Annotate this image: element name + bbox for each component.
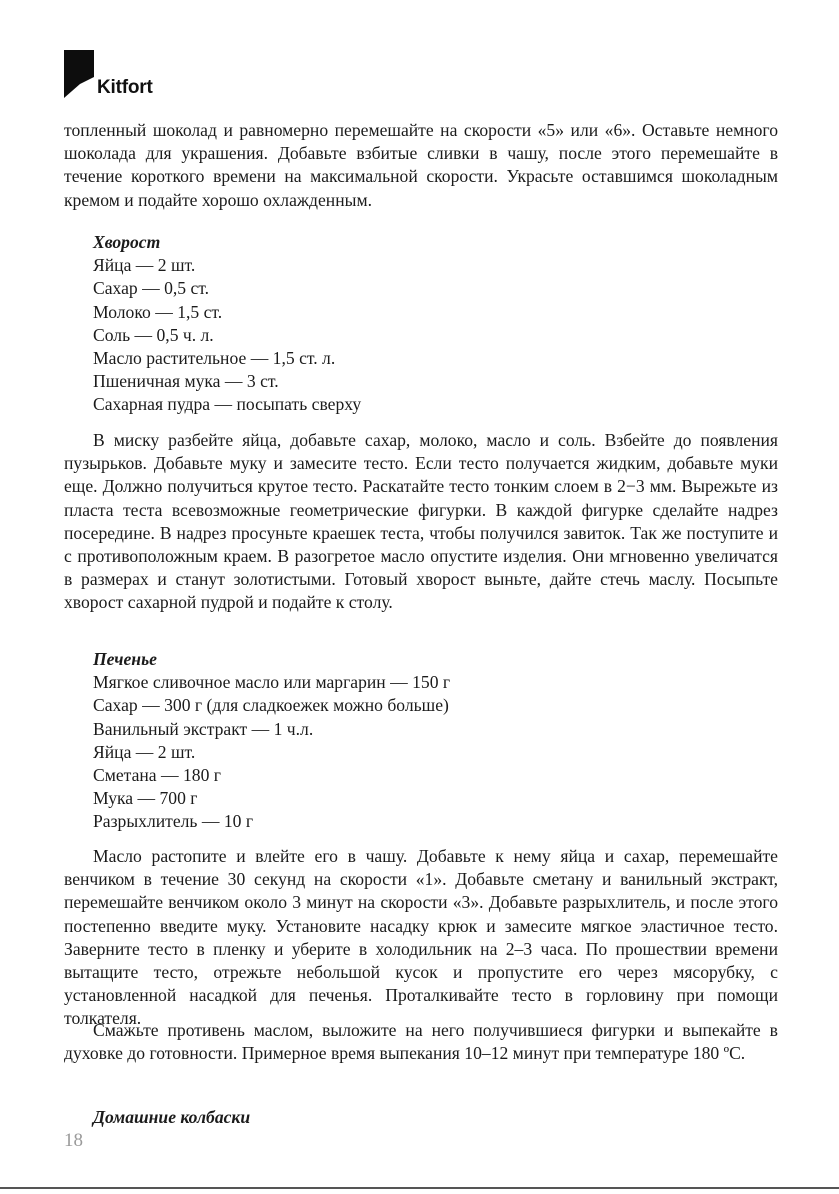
ingredient-item: Соль — 0,5 ч. л. — [93, 324, 214, 345]
ingredient-item: Сахарная пудра — посыпать сверху — [93, 394, 362, 415]
recipe-khvorost — [93, 231, 361, 417]
ingredient-item: Сметана — 180 г — [93, 765, 222, 786]
logo-text: Kitfort — [97, 76, 153, 98]
ingredient-item: Яйца — 2 шт. — [93, 741, 196, 762]
ingredient-item: Мука — 700 г — [93, 788, 198, 809]
page-divider — [0, 1187, 839, 1189]
kitfort-logo-mark-icon — [64, 50, 94, 98]
recipe-instructions: Смажьте противень маслом, выложите на него получившиеся фигурки и выпекайте в духовке до готовности. Примерное время выпекания 10–12 минут при температуре 180 ºC. — [64, 1020, 778, 1064]
recipe-instructions: В миску разбейте яйца, добавьте сахар, молоко, масло и соль. Взбейте до появления пузырьков. Добавьте муку и замесите тесто. Если тесто получается жидким, добавьте муки еще. Должно получиться крутое тесто. Раскатайте тесто тонким слоем в 2−3 мм. Вырежьте из пласта теста всевозможные геометрические фигурки. В каждой фигурке сделайте надрез посередине. В надрез просуньте краешек теста, чтобы получился завиток. Так же поступите и с противоположным краем. В разогретое масло опустите изделия. Они мгновенно увеличатся в размерах и станут золотистыми. Готовый хворост выньте, дайте стечь маслу. Посыпьте хворост сахарной пудрой и подайте к столу. — [64, 430, 778, 613]
recipe-title: Хворост — [93, 232, 161, 252]
recipe-title: Печенье — [93, 649, 157, 669]
ingredient-item: Мягкое сливочное масло или маргарин — 150 г — [93, 672, 451, 693]
page-number: 18 — [64, 1130, 83, 1151]
kitfort-logo — [64, 50, 153, 98]
recipe-instructions: Масло растопите и влейте его в чашу. Добавьте к нему яйца и сахар, перемешайте венчиком в течение 30 секунд на скорости «1». Добавьте сметану и ванильный экстракт, перемешайте венчиком около 3 минут на скорости «3». Добавьте разрыхлитель, и после этого постепенно введите муку. Установите насадку крюк и замесите мягкое эластичное тесто. Заверните тесто в пленку и уберите в холодильник на 2–3 часа. По прошествии времени вытащите тесто, отрежьте небольшой кусок и пропустите его через мясорубку, с установленной насадкой для печенья. Проталкивайте тесто в горловину при помощи толкателя. — [64, 846, 778, 1029]
ingredient-item: Пшеничная мука — 3 ст. — [93, 371, 279, 392]
intro-paragraph: топленный шоколад и равномерно перемешайте на скорости «5» или «6». Оставьте немного шоколада для украшения. Добавьте взбитые сливки в чашу, после этого перемешайте в течение короткого времени на максимальной скорости. Украсьте оставшимся шоколадным кремом и подайте хорошо охлажденным. — [64, 120, 778, 210]
ingredient-item: Разрыхлитель — 10 г — [93, 811, 254, 832]
ingredient-item: Молоко — 1,5 ст. — [93, 301, 223, 322]
ingredient-item: Сахар — 300 г (для сладкоежек можно больше) — [93, 695, 449, 716]
recipe-pechenye — [93, 648, 450, 834]
ingredient-item: Ванильный экстракт — 1 ч.л. — [93, 718, 314, 739]
ingredient-item: Масло растительное — 1,5 ст. л. — [93, 348, 336, 369]
recipe-title: Домашние колбаски — [93, 1107, 251, 1127]
ingredient-item: Яйца — 2 шт. — [93, 255, 196, 276]
ingredient-item: Сахар — 0,5 ст. — [93, 278, 210, 299]
recipe-kolbaski — [93, 1106, 250, 1129]
